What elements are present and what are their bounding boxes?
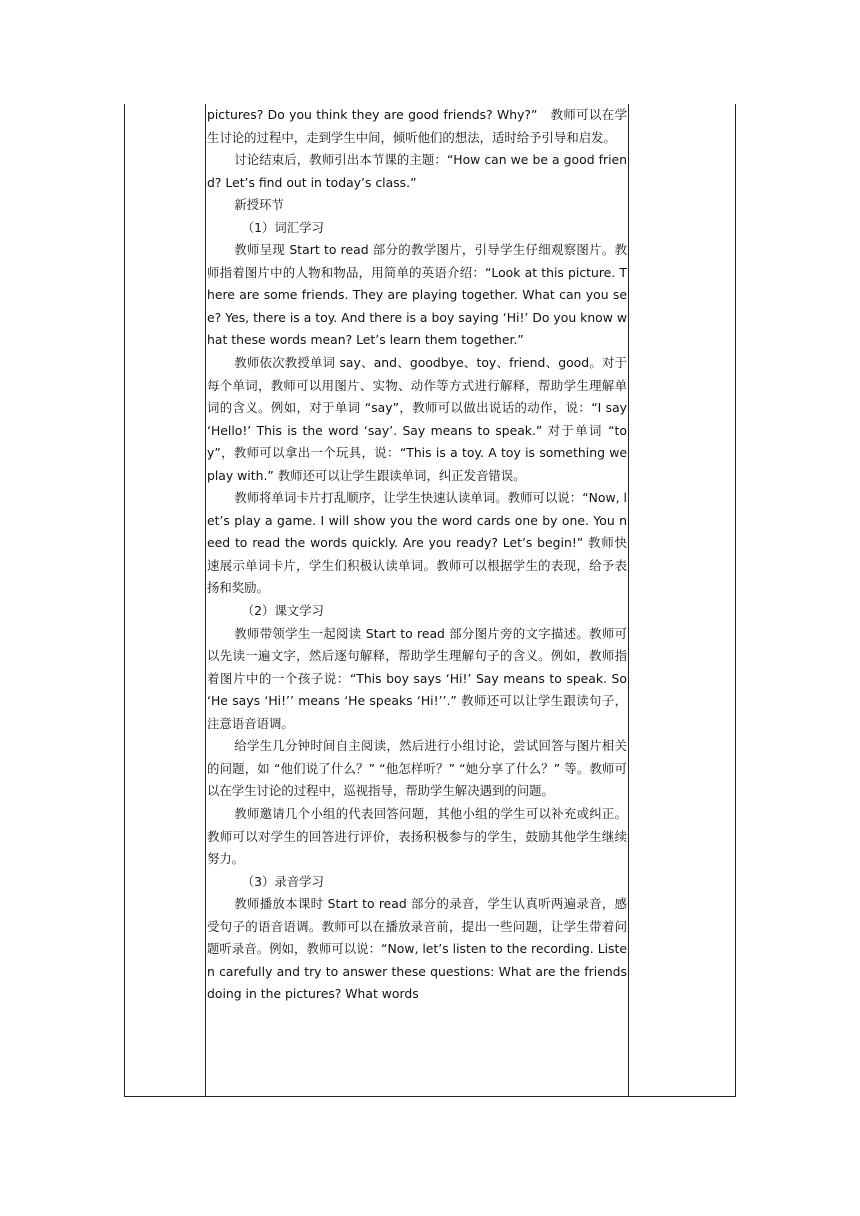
teaching-process-cell — [207, 104, 627, 1097]
paragraph-word-cards: 教师将单词卡片打乱顺序，让学生快速认读单词。教师可以说：“Now, let’s play a game. I will show you the word cards one by one. You need to read the words quickly. Are you ready? Let’s begin!” 教师快速展示单词卡片，学生们积极认读单词。教师可以根据学生的表现，给予表扬和奖励。 — [207, 490, 627, 596]
heading-text-study: （2）课文学习 — [241, 603, 324, 619]
column-divider-right — [628, 104, 629, 1096]
heading-new-teaching: 新授环节 — [234, 197, 284, 213]
paragraph-recording: 教师播放本课时 Start to read 部分的录音，学生认真听两遍录音，感受句子的语音语调。教师可以在播放录音前，提出一些问题，让学生带着问题听录音。例如，教师可以说：“Now, let’s listen to the recording. Listen carefully and try to answer these questions: What are the friends doing in the pictures? What words — [207, 896, 627, 1002]
paragraph-group-answers: 教师邀请几个小组的代表回答问题，其他小组的学生可以补充或纠正。教师可以对学生的回答进行评价，表扬积极参与的学生，鼓励其他学生继续努力。 — [207, 805, 627, 867]
paragraph-group-discussion: 给学生几分钟时间自主阅读，然后进行小组讨论，尝试回答与图片相关的问题，如 “他们说了什么？” “他怎样听？” “她分享了什么？” 等。教师可以在学生讨论的过程中，巡视指导，帮助学生解决遇到的问题。 — [207, 738, 627, 799]
paragraph-discussion-question: pictures? Do you think they are good friends? Why?” 教师可以在学生讨论的过程中，走到学生中间，倾听他们的想法，适时给予引导和启发。 — [207, 107, 627, 145]
column-divider-left — [205, 104, 206, 1096]
heading-vocabulary: （1）词汇学习 — [241, 219, 324, 235]
paragraph-vocabulary-words: 教师依次教授单词 say、and、goodbye、toy、friend、good。对于每个单词，教师可以用图片、实物、动作等方式进行解释，帮助学生理解单词的含义。例如，对于单词 “say”，教师可以做出说话的动作，说：“I say ‘Hello!’ This is the word ‘say’. Say means to speak.” 对于单词 “toy”，教师可以拿出一个玩具，说：“This is a toy. A toy is something we play with.” 教师还可以让学生跟读单词，纠正发音错误。 — [207, 355, 627, 483]
paragraph-text-reading: 教师带领学生一起阅读 Start to read 部分图片旁的文字描述。教师可以先读一遍文字，然后逐句解释，帮助学生理解句子的含义。例如，教师指着图片中的一个孩子说：“This boy says ‘Hi!’ Say means to speak. So ‘He says ‘Hi!’’ means ‘He speaks ‘Hi!’’.” 教师还可以让学生跟读句子，注意语音语调。 — [207, 625, 627, 731]
paragraph-vocabulary-intro: 教师呈现 Start to read 部分的教学图片，引导学生仔细观察图片。教师指着图片中的人物和物品，用简单的英语介绍：“Look at this picture. There are some friends. They are playing together. What can you see? Yes, there is a toy. And there is a boy saying ‘Hi!’ Do you know what these words mean? Let’s learn them together.” — [207, 242, 627, 348]
lesson-plan-table — [124, 104, 736, 1097]
heading-recording-study: （3）录音学习 — [241, 873, 324, 889]
paragraph-lesson-theme: 讨论结束后，教师引出本节课的主题：“How can we be a good friend? Let’s find out in today’s class.” — [207, 152, 627, 190]
